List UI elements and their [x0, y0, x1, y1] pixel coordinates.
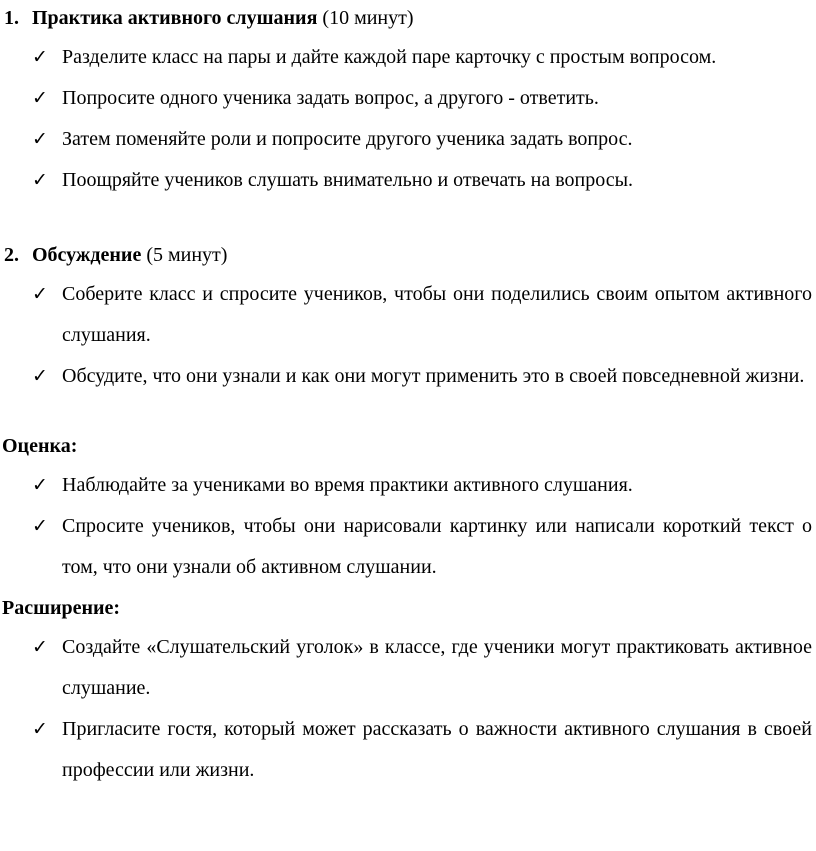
list-item: [2, 37, 814, 78]
section-number: 2.: [4, 244, 19, 266]
checkmark-icon: ✓: [32, 474, 48, 496]
section-duration: (5 минут): [141, 244, 228, 266]
list-item: [2, 356, 814, 397]
list-item-text: Попросите одного ученика задать вопрос, а другого - ответить.: [62, 87, 599, 109]
section-title: Расширение:: [2, 597, 121, 619]
checklist: [2, 627, 814, 791]
section-title: Обсуждение: [32, 244, 142, 266]
list-item-text: Затем поменяйте роли и попросите другого ученика задать вопрос.: [62, 128, 633, 150]
section-title: Оценка:: [2, 435, 78, 457]
checkmark-icon: ✓: [32, 87, 48, 109]
checkmark-icon: ✓: [32, 718, 48, 740]
checklist: [2, 465, 814, 588]
list-item-text: Соберите класс и спросите учеников, чтобы они поделились своим опытом активного слушания.: [62, 283, 812, 346]
section-duration: (10 минут): [317, 7, 414, 29]
spacer: [2, 201, 814, 237]
list-item: [2, 160, 814, 201]
list-item-text: Обсудите, что они узнали и как они могут применить это в своей повседневной жизни.: [62, 365, 805, 387]
list-item: [2, 627, 814, 709]
checkmark-icon: ✓: [32, 128, 48, 150]
checklist: [2, 37, 814, 201]
section-heading-practice: [2, 0, 814, 37]
list-item: [2, 709, 814, 791]
checkmark-icon: ✓: [32, 515, 48, 537]
list-item-text: Создайте «Слушательский уголок» в классе, где ученики могут практиковать активное слушание.: [62, 636, 812, 699]
checklist: [2, 274, 814, 397]
checkmark-icon: ✓: [32, 283, 48, 305]
section-heading-discussion: [2, 237, 814, 274]
list-item: [2, 78, 814, 119]
checkmark-icon: ✓: [32, 169, 48, 191]
section-number: 1.: [4, 7, 19, 29]
list-item-text: Спросите учеников, чтобы они нарисовали картинку или написали короткий текст о том, что они узнали об активном слушании.: [62, 515, 812, 578]
section-title: Практика активного слушания: [32, 7, 318, 29]
checkmark-icon: ✓: [32, 636, 48, 658]
list-item-text: Наблюдайте за учениками во время практики активного слушания.: [62, 474, 633, 496]
checkmark-icon: ✓: [32, 365, 48, 387]
spacer: [2, 397, 814, 428]
list-item-text: Пригласите гостя, который может рассказать о важности активного слушания в своей профессии или жизни.: [62, 718, 812, 781]
section-heading-extension: [2, 590, 814, 627]
list-item: [2, 506, 814, 588]
list-item: [2, 119, 814, 160]
checkmark-icon: ✓: [32, 46, 48, 68]
list-item: [2, 465, 814, 506]
list-item-text: Поощряйте учеников слушать внимательно и отвечать на вопросы.: [62, 169, 634, 191]
section-heading-assessment: [2, 428, 814, 465]
list-item: [2, 274, 814, 356]
list-item-text: Разделите класс на пары и дайте каждой паре карточку с простым вопросом.: [62, 46, 717, 68]
